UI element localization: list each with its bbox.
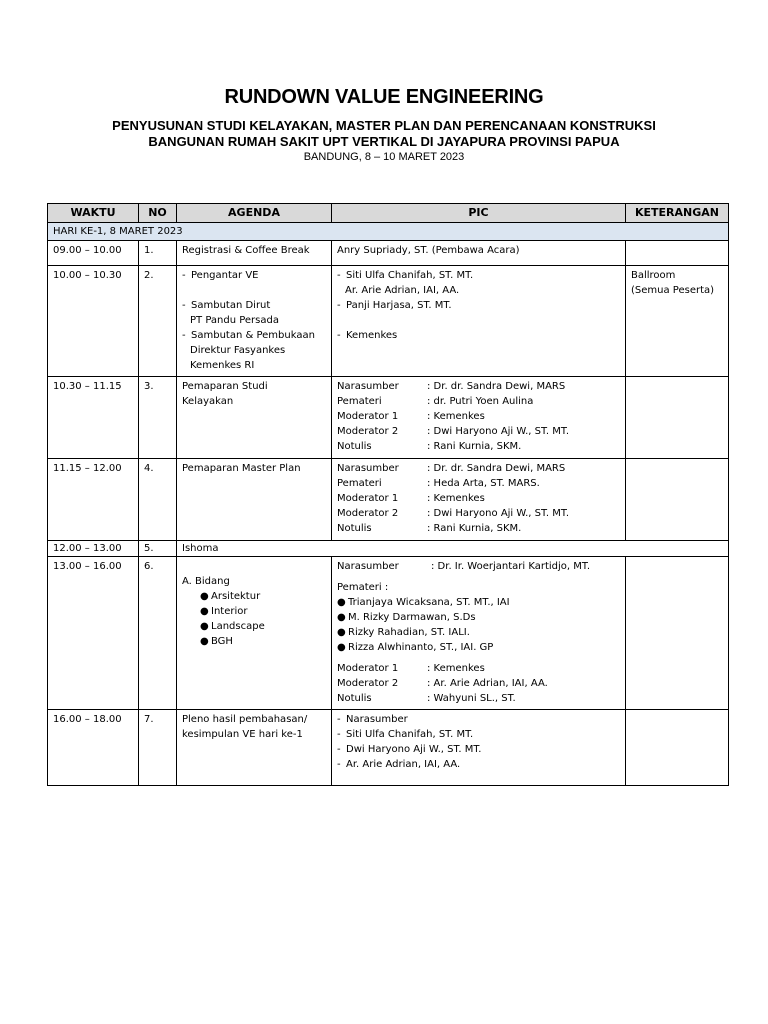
- document-title: RUNDOWN VALUE ENGINEERING: [224, 86, 544, 108]
- column-header-pic: PIC: [332, 204, 626, 223]
- rundown-table: [47, 203, 729, 786]
- day-label: HARI KE-1, 8 MARET 2023: [48, 223, 729, 241]
- table-row: [48, 710, 729, 786]
- cell-pic: [332, 459, 626, 541]
- table-row: [48, 557, 729, 710]
- agenda-bullet: Interior: [211, 606, 248, 617]
- pic-item: Siti Ulfa Chanifah, ST. MT.: [346, 270, 474, 281]
- pic-person: : Dwi Haryono Aji W., ST. MT.: [427, 426, 570, 437]
- pic-person: : Dr. dr. Sandra Dewi, MARS: [427, 463, 566, 474]
- cell-waktu: 09.00 – 10.00: [48, 241, 139, 266]
- pic-role: Narasumber: [337, 381, 399, 392]
- table-row: [48, 241, 729, 266]
- pic-person: M. Rizky Darmawan, S.Ds: [348, 612, 476, 623]
- pic-person: : Dr. Ir. Woerjantari Kartidjo, MT.: [431, 561, 590, 572]
- pic-item: Narasumber: [346, 714, 408, 725]
- pic-item: Siti Ulfa Chanifah, ST. MT.: [346, 729, 474, 740]
- agenda-line: Kelayakan: [182, 396, 234, 407]
- agenda-item-continued: Direktur Fasyankes: [190, 345, 286, 356]
- table-header-row: [48, 204, 729, 223]
- cell-waktu: 11.15 – 12.00: [48, 459, 139, 541]
- agenda-item: Pengantar VE: [191, 270, 259, 281]
- table-row: [48, 266, 729, 377]
- agenda-line: Pemaparan Studi: [182, 381, 268, 392]
- agenda-item: Sambutan & Pembukaan: [191, 330, 315, 341]
- pic-person: : Kemenkes: [427, 663, 485, 674]
- cell-pic: [332, 377, 626, 459]
- cell-keterangan: [626, 459, 729, 541]
- cell-agenda: [177, 377, 332, 459]
- cell-keterangan: [626, 377, 729, 459]
- pic-person: Rizky Rahadian, ST. IALI.: [348, 627, 470, 638]
- agenda-bullet: Arsitektur: [211, 591, 261, 602]
- agenda-item-continued: Kemenkes RI: [190, 360, 255, 371]
- cell-pic: Anry Supriady, ST. (Pembawa Acara): [332, 241, 626, 266]
- keterangan-location: Ballroom: [631, 270, 676, 281]
- pic-person: : Rani Kurnia, SKM.: [427, 441, 522, 452]
- pic-role: Moderator 2: [337, 426, 399, 437]
- keterangan-audience: (Semua Peserta): [631, 285, 715, 296]
- document-subtitle-line-1: PENYUSUNAN STUDI KELAYAKAN, MASTER PLAN DAN PERENCANAAN KONSTRUKSI: [112, 118, 656, 133]
- pic-person: : Dr. dr. Sandra Dewi, MARS: [427, 381, 566, 392]
- agenda-item-continued: PT Pandu Persada: [190, 315, 279, 326]
- table-row: [48, 541, 729, 557]
- agenda-line: kesimpulan VE hari ke-1: [182, 729, 303, 740]
- cell-no: 1.: [139, 241, 177, 266]
- cell-keterangan: [626, 557, 729, 710]
- pic-item: Kemenkes: [346, 330, 398, 341]
- cell-no: 6.: [139, 557, 177, 710]
- cell-waktu: 13.00 – 16.00: [48, 557, 139, 710]
- pic-role: Moderator 1: [337, 493, 399, 504]
- pic-role: Notulis: [337, 523, 372, 534]
- pic-item: Ar. Arie Adrian, IAI, AA.: [346, 759, 461, 770]
- pic-person: : Dwi Haryono Aji W., ST. MT.: [427, 508, 570, 519]
- cell-agenda: Ishoma: [177, 541, 729, 557]
- cell-keterangan: [626, 710, 729, 786]
- pic-person: : Rani Kurnia, SKM.: [427, 523, 522, 534]
- pic-person: : Heda Arta, ST. MARS.: [427, 478, 540, 489]
- pic-role: Moderator 1: [337, 411, 399, 422]
- cell-pic: - Narasumber - Siti Ulfa Chanifah, ST. MT. - Dwi Haryono Aji W., ST. MT. - Ar. Arie Adrian, IAI, AA.: [332, 710, 626, 786]
- cell-no: 7.: [139, 710, 177, 786]
- cell-waktu: 10.30 – 11.15: [48, 377, 139, 459]
- cell-agenda: Pemaparan Master Plan: [177, 459, 332, 541]
- cell-waktu: 10.00 – 10.30: [48, 266, 139, 377]
- agenda-heading: A. Bidang: [182, 576, 230, 587]
- agenda-line: Pleno hasil pembahasan/: [182, 714, 308, 725]
- pic-role: Pemateri: [337, 478, 382, 489]
- pic-role: Pemateri: [337, 396, 382, 407]
- agenda-item: Sambutan Dirut: [191, 300, 271, 311]
- cell-waktu: 16.00 – 18.00: [48, 710, 139, 786]
- pic-person: : Wahyuni SL., ST.: [427, 693, 516, 704]
- cell-keterangan: [626, 266, 729, 377]
- cell-no: 5.: [139, 541, 177, 557]
- column-header-waktu: WAKTU: [48, 204, 139, 223]
- pic-person: Rizza Alwhinanto, ST., IAI. GP: [348, 642, 494, 653]
- pic-role: Moderator 2: [337, 508, 399, 519]
- column-header-no: NO: [139, 204, 177, 223]
- pic-role: Moderator 1: [337, 663, 399, 674]
- pic-role: Narasumber: [337, 561, 399, 572]
- cell-agenda: Registrasi & Coffee Break: [177, 241, 332, 266]
- cell-agenda: [177, 710, 332, 786]
- agenda-bullet: Landscape: [211, 621, 265, 632]
- cell-keterangan: [626, 241, 729, 266]
- cell-waktu: 12.00 – 13.00: [48, 541, 139, 557]
- pic-role: Notulis: [337, 693, 372, 704]
- pic-role: Moderator 2: [337, 678, 399, 689]
- pic-person: : Kemenkes: [427, 493, 485, 504]
- pic-person: : Ar. Arie Adrian, IAI, AA.: [427, 678, 548, 689]
- agenda-bullet: BGH: [211, 636, 233, 647]
- pic-role: Pemateri :: [337, 582, 389, 593]
- cell-agenda: A. Bidang ● Arsitektur ● Interior ● Landscape ● BGH: [177, 557, 332, 710]
- document-subtitle-line-2: BANGUNAN RUMAH SAKIT UPT VERTIKAL DI JAYAPURA PROVINSI PAPUA: [148, 134, 620, 149]
- cell-pic: - Siti Ulfa Chanifah, ST. MT. Ar. Arie Adrian, IAI, AA. - Panji Harjasa, ST. MT. - Kemenkes: [332, 266, 626, 377]
- pic-role: Narasumber: [337, 463, 399, 474]
- pic-item: Dwi Haryono Aji W., ST. MT.: [346, 744, 482, 755]
- column-header-keterangan: KETERANGAN: [626, 204, 729, 223]
- table-row: [48, 377, 729, 459]
- pic-item: Panji Harjasa, ST. MT.: [346, 300, 452, 311]
- pic-person: : dr. Putri Yoen Aulina: [427, 396, 534, 407]
- table-row: [48, 459, 729, 541]
- place-and-date: BANDUNG, 8 – 10 MARET 2023: [303, 151, 465, 163]
- day-header-row: [48, 223, 729, 241]
- cell-agenda: - Pengantar VE - Sambutan Dirut PT Pandu Persada - Sambutan & Pembukaan Direktur Fasyankes Kemenkes RI: [177, 266, 332, 377]
- pic-person: Trianjaya Wicaksana, ST. MT., IAI: [348, 597, 510, 608]
- cell-no: 4.: [139, 459, 177, 541]
- column-header-agenda: AGENDA: [177, 204, 332, 223]
- cell-no: 3.: [139, 377, 177, 459]
- pic-role: Notulis: [337, 441, 372, 452]
- cell-pic: Narasumber : Dr. Ir. Woerjantari Kartidjo, MT. Pemateri : ● Trianjaya Wicaksana, ST. MT., IAI ● M. Rizky Darmawan, S.Ds ● Rizky Rahadian, ST. IALI. ● Rizza Alwhinanto, ST., IAI. GP Moderator 1 : Kemenkes Moderator 2 : Ar. Arie Adrian, IAI, AA. Notulis : Wahyuni SL., ST.: [332, 557, 626, 710]
- pic-item: Ar. Arie Adrian, IAI, AA.: [345, 285, 460, 296]
- pic-person: : Kemenkes: [427, 411, 485, 422]
- cell-no: 2.: [139, 266, 177, 377]
